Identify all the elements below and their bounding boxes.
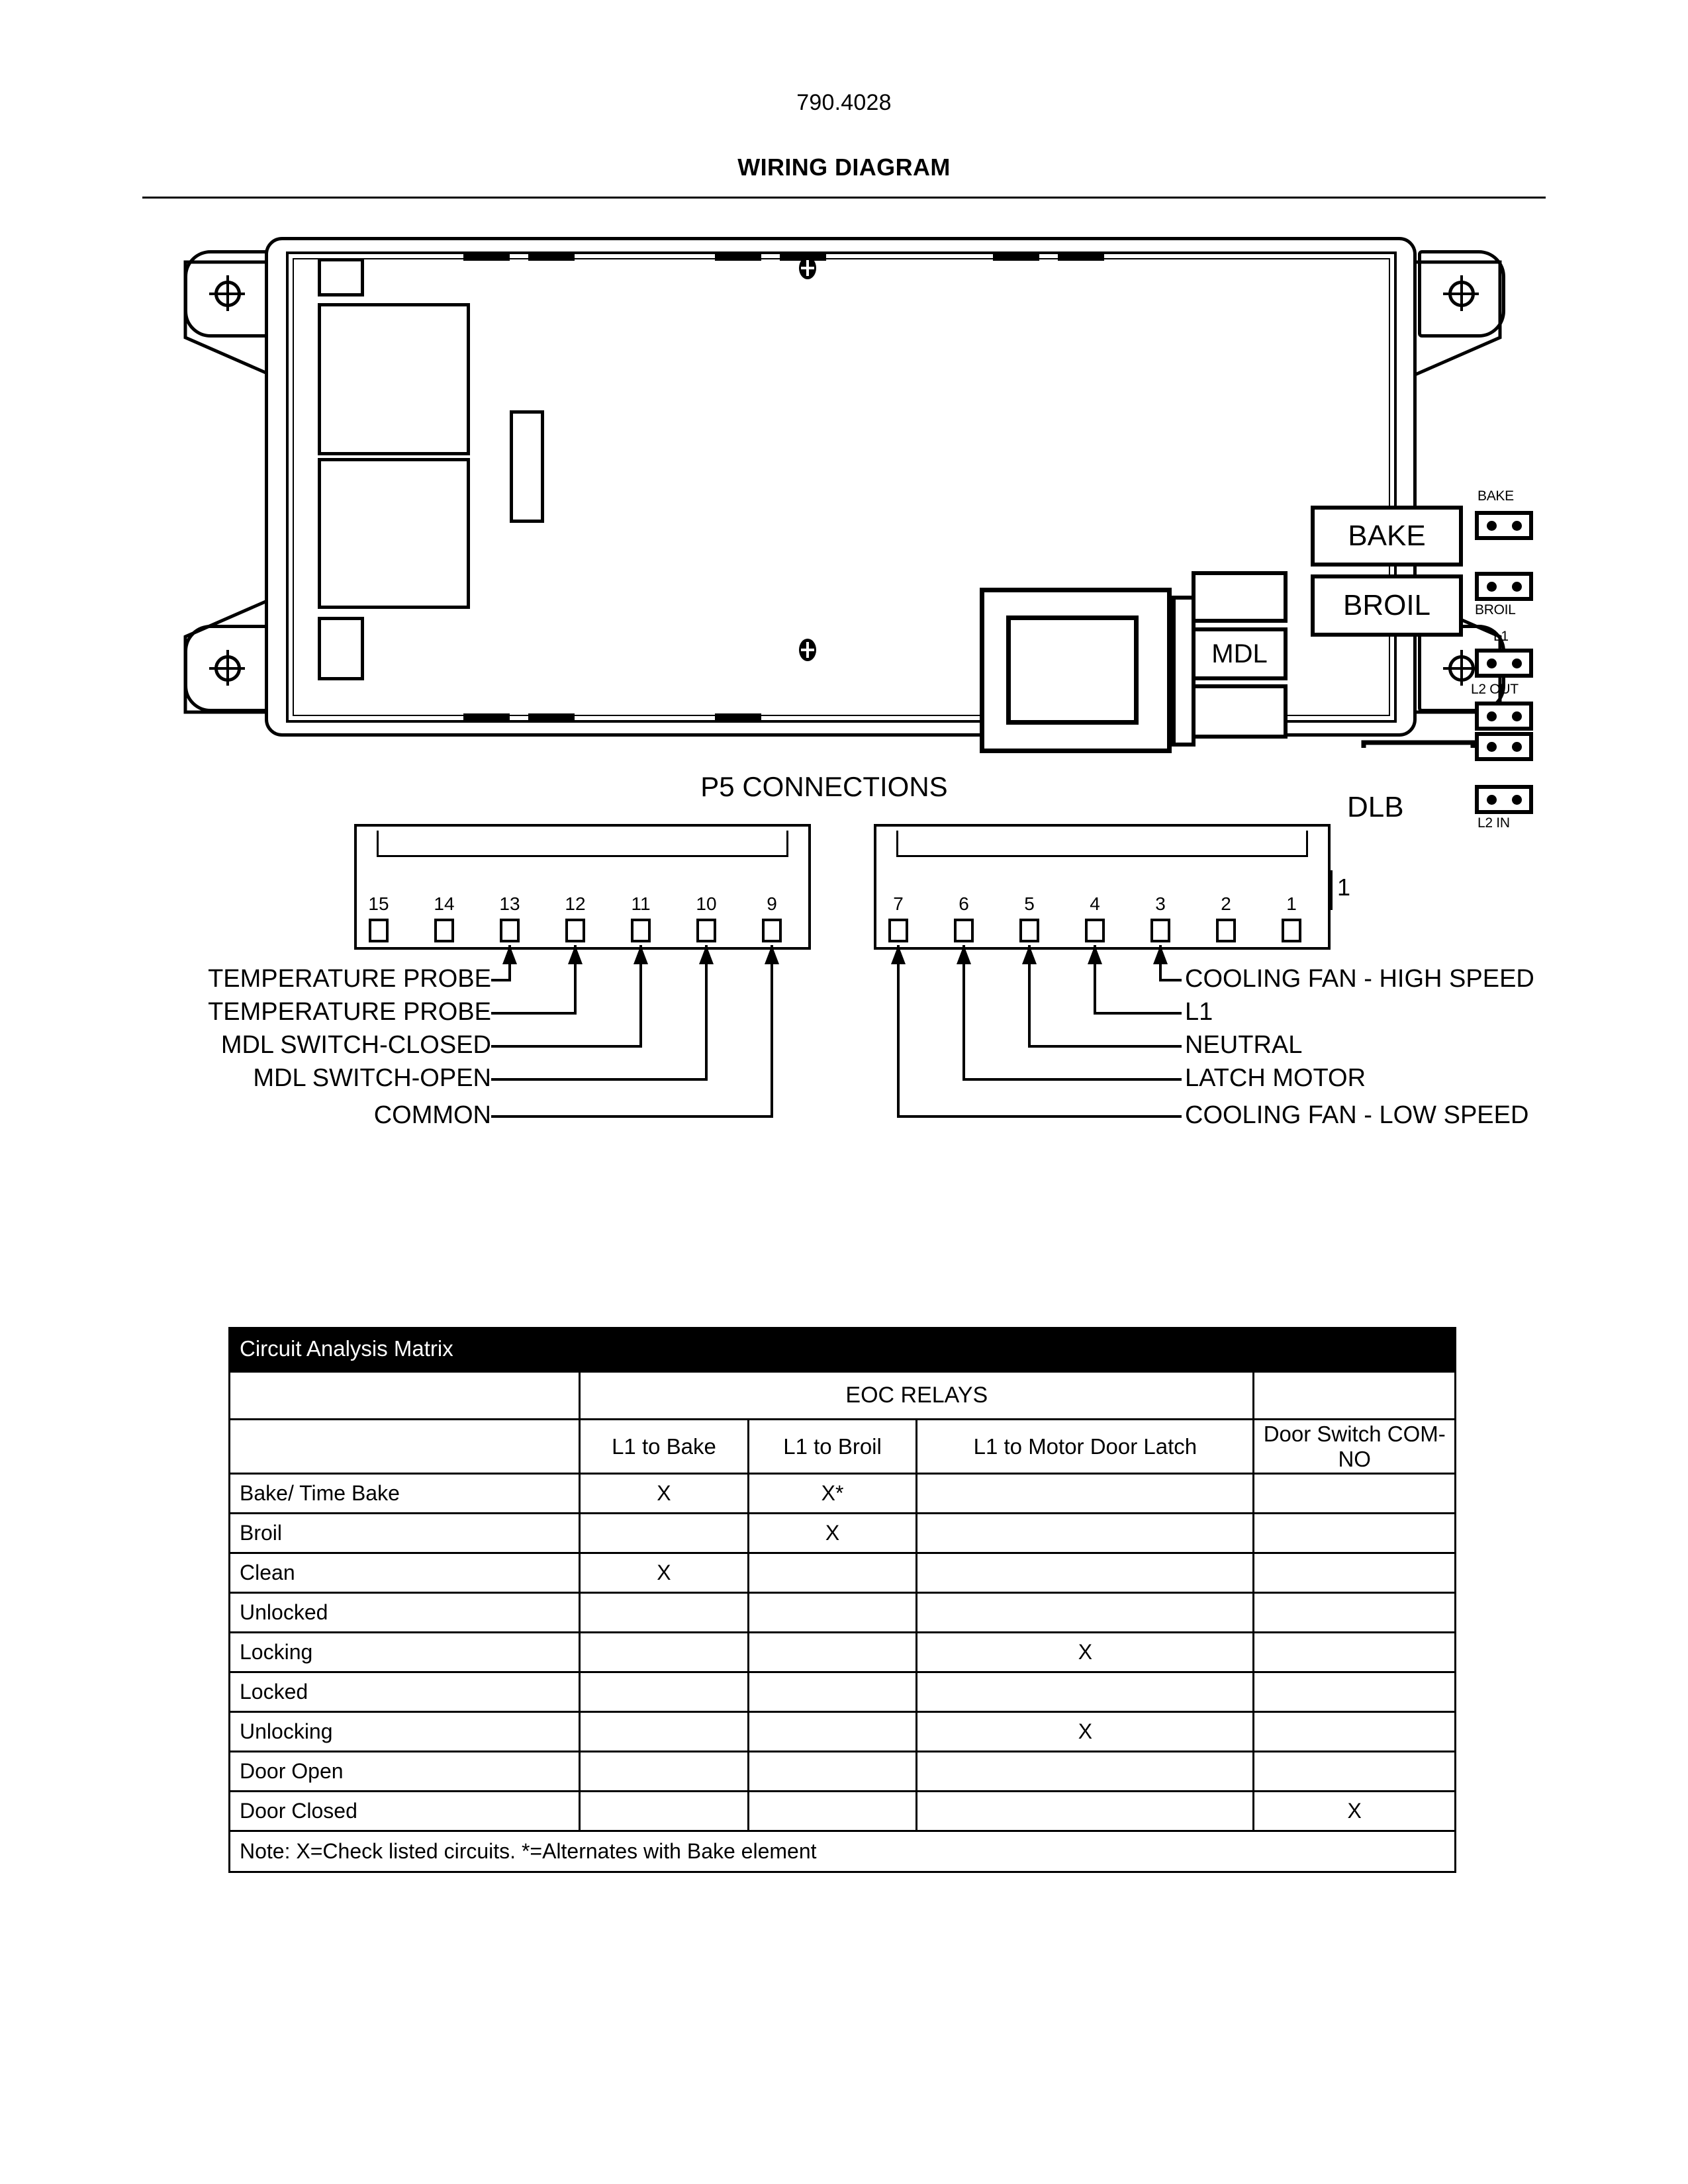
matrix-cell: X [917,1633,1254,1672]
table-row [230,1474,1456,1514]
terminal-label-broil: BROIL [1475,602,1516,617]
matrix-group-blank-left [230,1372,580,1420]
matrix-row-label: Door Open [230,1752,580,1792]
matrix-row-label: Bake/ Time Bake [230,1474,580,1514]
table-row [230,1672,1456,1712]
p5-pin-number-9: 9 [767,893,777,914]
p5-label-l1: L1 [1185,998,1213,1026]
matrix-cell [580,1712,749,1752]
terminal-label-l2-out: L2 OUT [1471,682,1519,697]
matrix-row-label: Locking [230,1633,580,1672]
table-row [230,1792,1456,1831]
matrix-note-row [230,1831,1456,1872]
p5-label-neutral: NEUTRAL [1185,1031,1303,1059]
matrix-cell: X [1254,1792,1456,1831]
p5-pin-number-7: 7 [893,893,904,914]
p5-pin-number-1: 1 [1286,893,1297,914]
relay-mdl-label: MDL [1211,639,1268,668]
page-title: WIRING DIAGRAM [737,154,951,181]
matrix-row-label: Unlocking [230,1712,580,1752]
terminal-l2-out-second [1475,732,1533,761]
p5-pin-number-13: 13 [499,893,520,914]
p5-label-cooling-fan-low-speed: COOLING FAN - LOW SPEED [1185,1101,1529,1129]
matrix-cell [1254,1593,1456,1633]
matrix-col-head-0 [230,1420,580,1474]
matrix-group-eoc-relays: EOC RELAYS [580,1372,1254,1420]
matrix-group-row [230,1372,1456,1420]
table-row [230,1712,1456,1752]
p5-label-latch-motor: LATCH MOTOR [1185,1064,1366,1092]
matrix-cell [917,1752,1254,1792]
matrix-cell [748,1553,917,1593]
terminal-l2-out [1475,702,1533,731]
matrix-note: Note: X=Check listed circuits. *=Alternates with Bake element [230,1831,1456,1872]
p5-pin-number-2: 2 [1221,893,1231,914]
matrix-col-head-2: L1 to Broil [748,1420,917,1474]
p5-pin-number-4: 4 [1090,893,1100,914]
matrix-cell [580,1752,749,1792]
matrix-cell: X [580,1553,749,1593]
matrix-column-header-row [230,1420,1456,1474]
terminal-broil [1475,572,1533,601]
terminal-pin [1512,521,1522,531]
circuit-analysis-matrix [228,1327,1456,1873]
matrix-row-label: Unlocked [230,1593,580,1633]
table-row [230,1593,1456,1633]
matrix-cell [917,1593,1254,1633]
relay-broil-label: BROIL [1342,589,1431,621]
header-divider [142,197,1546,199]
matrix-cell [917,1474,1254,1514]
terminal-label-l2-in: L2 IN [1477,815,1510,831]
matrix-col-head-3: L1 to Motor Door Latch [917,1420,1254,1474]
matrix-cell [580,1593,749,1633]
p5-label-common: COMMON [373,1101,491,1129]
p5-label-mdl-switch-closed: MDL SWITCH-CLOSED [220,1031,491,1059]
terminal-pin [1487,659,1497,668]
matrix-cell [1254,1672,1456,1712]
terminal-pin [1512,711,1522,721]
terminal-pin [1512,582,1522,592]
matrix-cell [1254,1633,1456,1672]
p5-pin-number-15: 15 [368,893,389,914]
matrix-cell [748,1712,917,1752]
terminal-pin [1487,711,1497,721]
relay-dlb-label: DLB [1347,791,1404,823]
matrix-col-head-1: L1 to Bake [580,1420,749,1474]
p5-pin1-number: 1 [1337,874,1351,901]
matrix-cell [748,1672,917,1712]
matrix-cell [748,1752,917,1792]
p5-pin-number-11: 11 [631,893,651,914]
p5-label-cooling-fan-high-speed: COOLING FAN - HIGH SPEED [1185,965,1534,993]
matrix-cell: X [580,1474,749,1514]
p5-pin-number-10: 10 [696,893,717,914]
terminal-l1 [1475,649,1533,678]
model-number: 790.4028 [796,90,892,115]
matrix-cell: X* [748,1474,917,1514]
matrix-cell [917,1792,1254,1831]
terminal-label-bake: BAKE [1477,488,1514,504]
matrix-cell [1254,1474,1456,1514]
matrix-cell: X [917,1712,1254,1752]
table-row [230,1514,1456,1553]
matrix-cell [1254,1514,1456,1553]
terminal-pin [1487,742,1497,752]
matrix-cell: X [748,1514,917,1553]
matrix-title-row [230,1328,1456,1372]
p5-label-mdl-switch-open: MDL SWITCH-OPEN [253,1064,491,1092]
p5-pin-number-3: 3 [1155,893,1166,914]
terminal-pin [1512,659,1522,668]
matrix-row-label: Clean [230,1553,580,1593]
matrix-cell [580,1514,749,1553]
matrix-row-label: Broil [230,1514,580,1553]
matrix-row-label: Locked [230,1672,580,1712]
table-row [230,1633,1456,1672]
p5-pin-number-5: 5 [1024,893,1035,914]
matrix-cell [917,1553,1254,1593]
matrix-group-blank-right [1254,1372,1456,1420]
matrix-row-label: Door Closed [230,1792,580,1831]
matrix-cell [748,1792,917,1831]
matrix-cell [917,1514,1254,1553]
terminal-pin [1487,582,1497,592]
matrix-cell [748,1633,917,1672]
p5-pin-number-12: 12 [565,893,586,914]
p5-pin-number-6: 6 [959,893,969,914]
p5-connections-diagram [0,824,1688,1168]
p5-pin-number-14: 14 [434,893,455,914]
matrix-cell [1254,1553,1456,1593]
matrix-title: Circuit Analysis Matrix [230,1328,1456,1372]
terminal-pin [1512,742,1522,752]
matrix-cell [1254,1752,1456,1792]
matrix-cell [580,1672,749,1712]
matrix-cell [748,1593,917,1633]
dlb-outline [119,225,1569,748]
p5-label-temperature-probe-12: TEMPERATURE PROBE [208,998,491,1026]
terminal-pin [1487,521,1497,531]
matrix-col-head-4: Door Switch COM-NO [1254,1420,1456,1474]
terminal-bake [1475,511,1533,540]
matrix-cell [580,1792,749,1831]
p5-connections-title: P5 CONNECTIONS [700,771,948,802]
matrix-cell [580,1633,749,1672]
matrix-cell [917,1672,1254,1712]
table-row [230,1752,1456,1792]
terminal-label-l1: L1 [1493,629,1509,644]
p5-label-temperature-probe-13: TEMPERATURE PROBE [208,965,491,993]
table-row [230,1553,1456,1593]
relay-bake-label: BAKE [1348,520,1426,552]
matrix-cell [1254,1712,1456,1752]
